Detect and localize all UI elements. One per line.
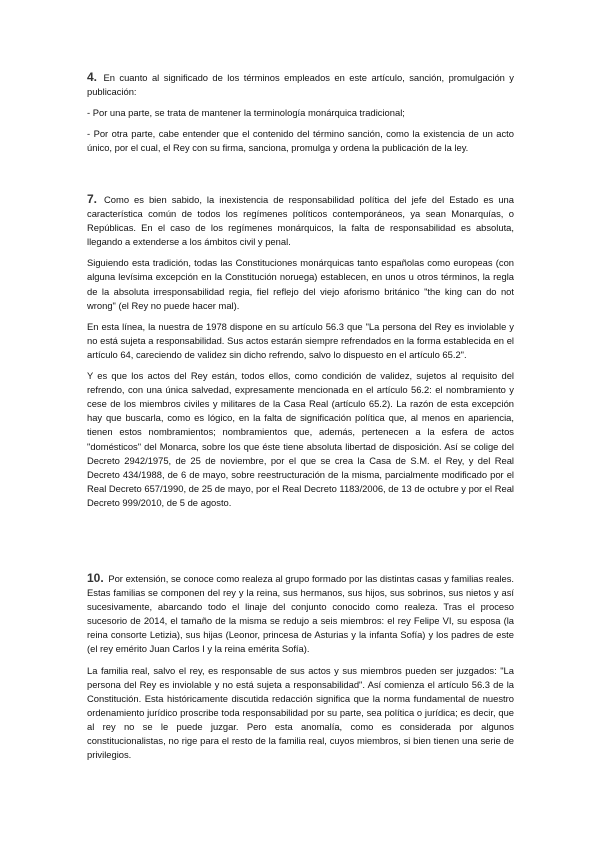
note-number: 4. (87, 70, 98, 84)
note-7-intro (87, 192, 514, 249)
paragraph: - Por otra parte, cabe entender que el contenido del término sanción, como la existencia de un acto único, por el cual, el Rey con su firma, sanciona, promulga y ordena la publicación de la ley. (87, 128, 514, 154)
paragraph: En esta línea, la nuestra de 1978 dispone en su artículo 56.3 que "La persona del Rey es inviolable y no está sujeta a responsabilidad. Sus actos estarán siempre refrendados en la forma establecida en el artículo 64, careciendo de validez sin dicho refrendo, salvo lo dispuesto en el artículo 65.2". (87, 320, 514, 360)
note-10 (87, 571, 514, 769)
paragraph: - Por una parte, se trata de mantener la terminología monárquica tradicional; (87, 107, 405, 119)
paragraph: Siguiendo esta tradición, todas las Constituciones monárquicas tanto españolas como europeas (con alguna levísima excepción en la Constitución noruega) establecen, en unos u otros términos, la regla de la absoluta irresponsabilidad regia, fiel reflejo del viejo aforismo británico "the king can do not wrong" (el Rey no puede hacer mal). (87, 257, 514, 311)
paragraph: La familia real, salvo el rey, es responsable de sus actos y sus miembros pueden ser juzgados: "La persona del Rey es inviolable y no está sujeta a responsabilidad". Así comienza el artículo 56.3 de la Constitución. Esta históricamente discutida redacción significa que la norma fundamental de nuestro ordenamiento jurídico proscribe toda responsabilidad por su parte, sea política o jurídica; es decir, que al rey no se le puede juzgar. Pero esta anomalía, como es considerada por algunos constitucionalistas, no rige para el resto de la familia real, cuyos miembros, si bien tienen una serie de privilegios. (87, 664, 514, 761)
note-10-intro (87, 571, 514, 657)
paragraph: Y es que los actos del Rey están, todos ellos, como condición de validez, sujetos al requisito del refrendo, con una única salvedad, expresamente mencionada en el artículo 56.2: el nombramiento y cese de los miembros civiles y militares de la Casa Real (artículo 65.2). La razón de esta excepción hay que buscarla, como es lógico, en la falta de significación política que, al menos en apariencia, tienen estos nombramientos; nombramientos que, además, pertenecen a la esfera de actos "domésticos" del Monarca, sobre los que éste tiene absoluta libertad de disposición. Así se colige del Decreto 2942/1975, de 25 de noviembre, por el que se crea la Casa de S.M. el Rey, y del Real Decreto 434/1988, de 6 de mayo, sobre reestructuración de la misma, parcialmente modificado por el Real Decreto 657/1990, de 25 de mayo, por el Real Decreto 1183/2006, de 13 de octubre y por el Real Decreto 999/2010, de 5 de agosto. (87, 370, 514, 508)
paragraph-text: Como es bien sabido, la inexistencia de responsabilidad política del jefe del Estado es una característica común de todos los regímenes políticos contemporáneos, ya sean Monarquías, o Repúblicas. En el caso de los regímenes monárquicos, la falta de responsabilidad es absoluta, llegando a extenderse a los ámbitos civil y penal. (87, 194, 514, 248)
note-4-intro (87, 70, 514, 99)
note-number: 7. (87, 192, 98, 206)
note-number: 10. (87, 571, 104, 585)
note-7 (87, 192, 514, 517)
note-4 (87, 70, 514, 162)
paragraph-text: En cuanto al significado de los términos empleados en este artículo, sanción, promulgación y publicación: (87, 72, 514, 98)
paragraph-text: Por extensión, se conoce como realeza al grupo formado por las distintas casas y familias reales. Estas familias se componen del rey y la reina, sus hermanos, sus hijos, sus sobrinos, sus nietos y así sucesivamente, abarcando todo el linaje del conjunto conocido como realeza. Tras el proceso sucesorio de 2014, el tamaño de la misma se redujo a seis miembros: el rey Felipe VI, su esposa (la reina consorte Letizia), sus hijas (Leonor, princesa de Asturias y la infanta Sofía) y los padres de este (el rey emérito Juan Carlos I y la reina emérita Sofía). (87, 573, 514, 655)
